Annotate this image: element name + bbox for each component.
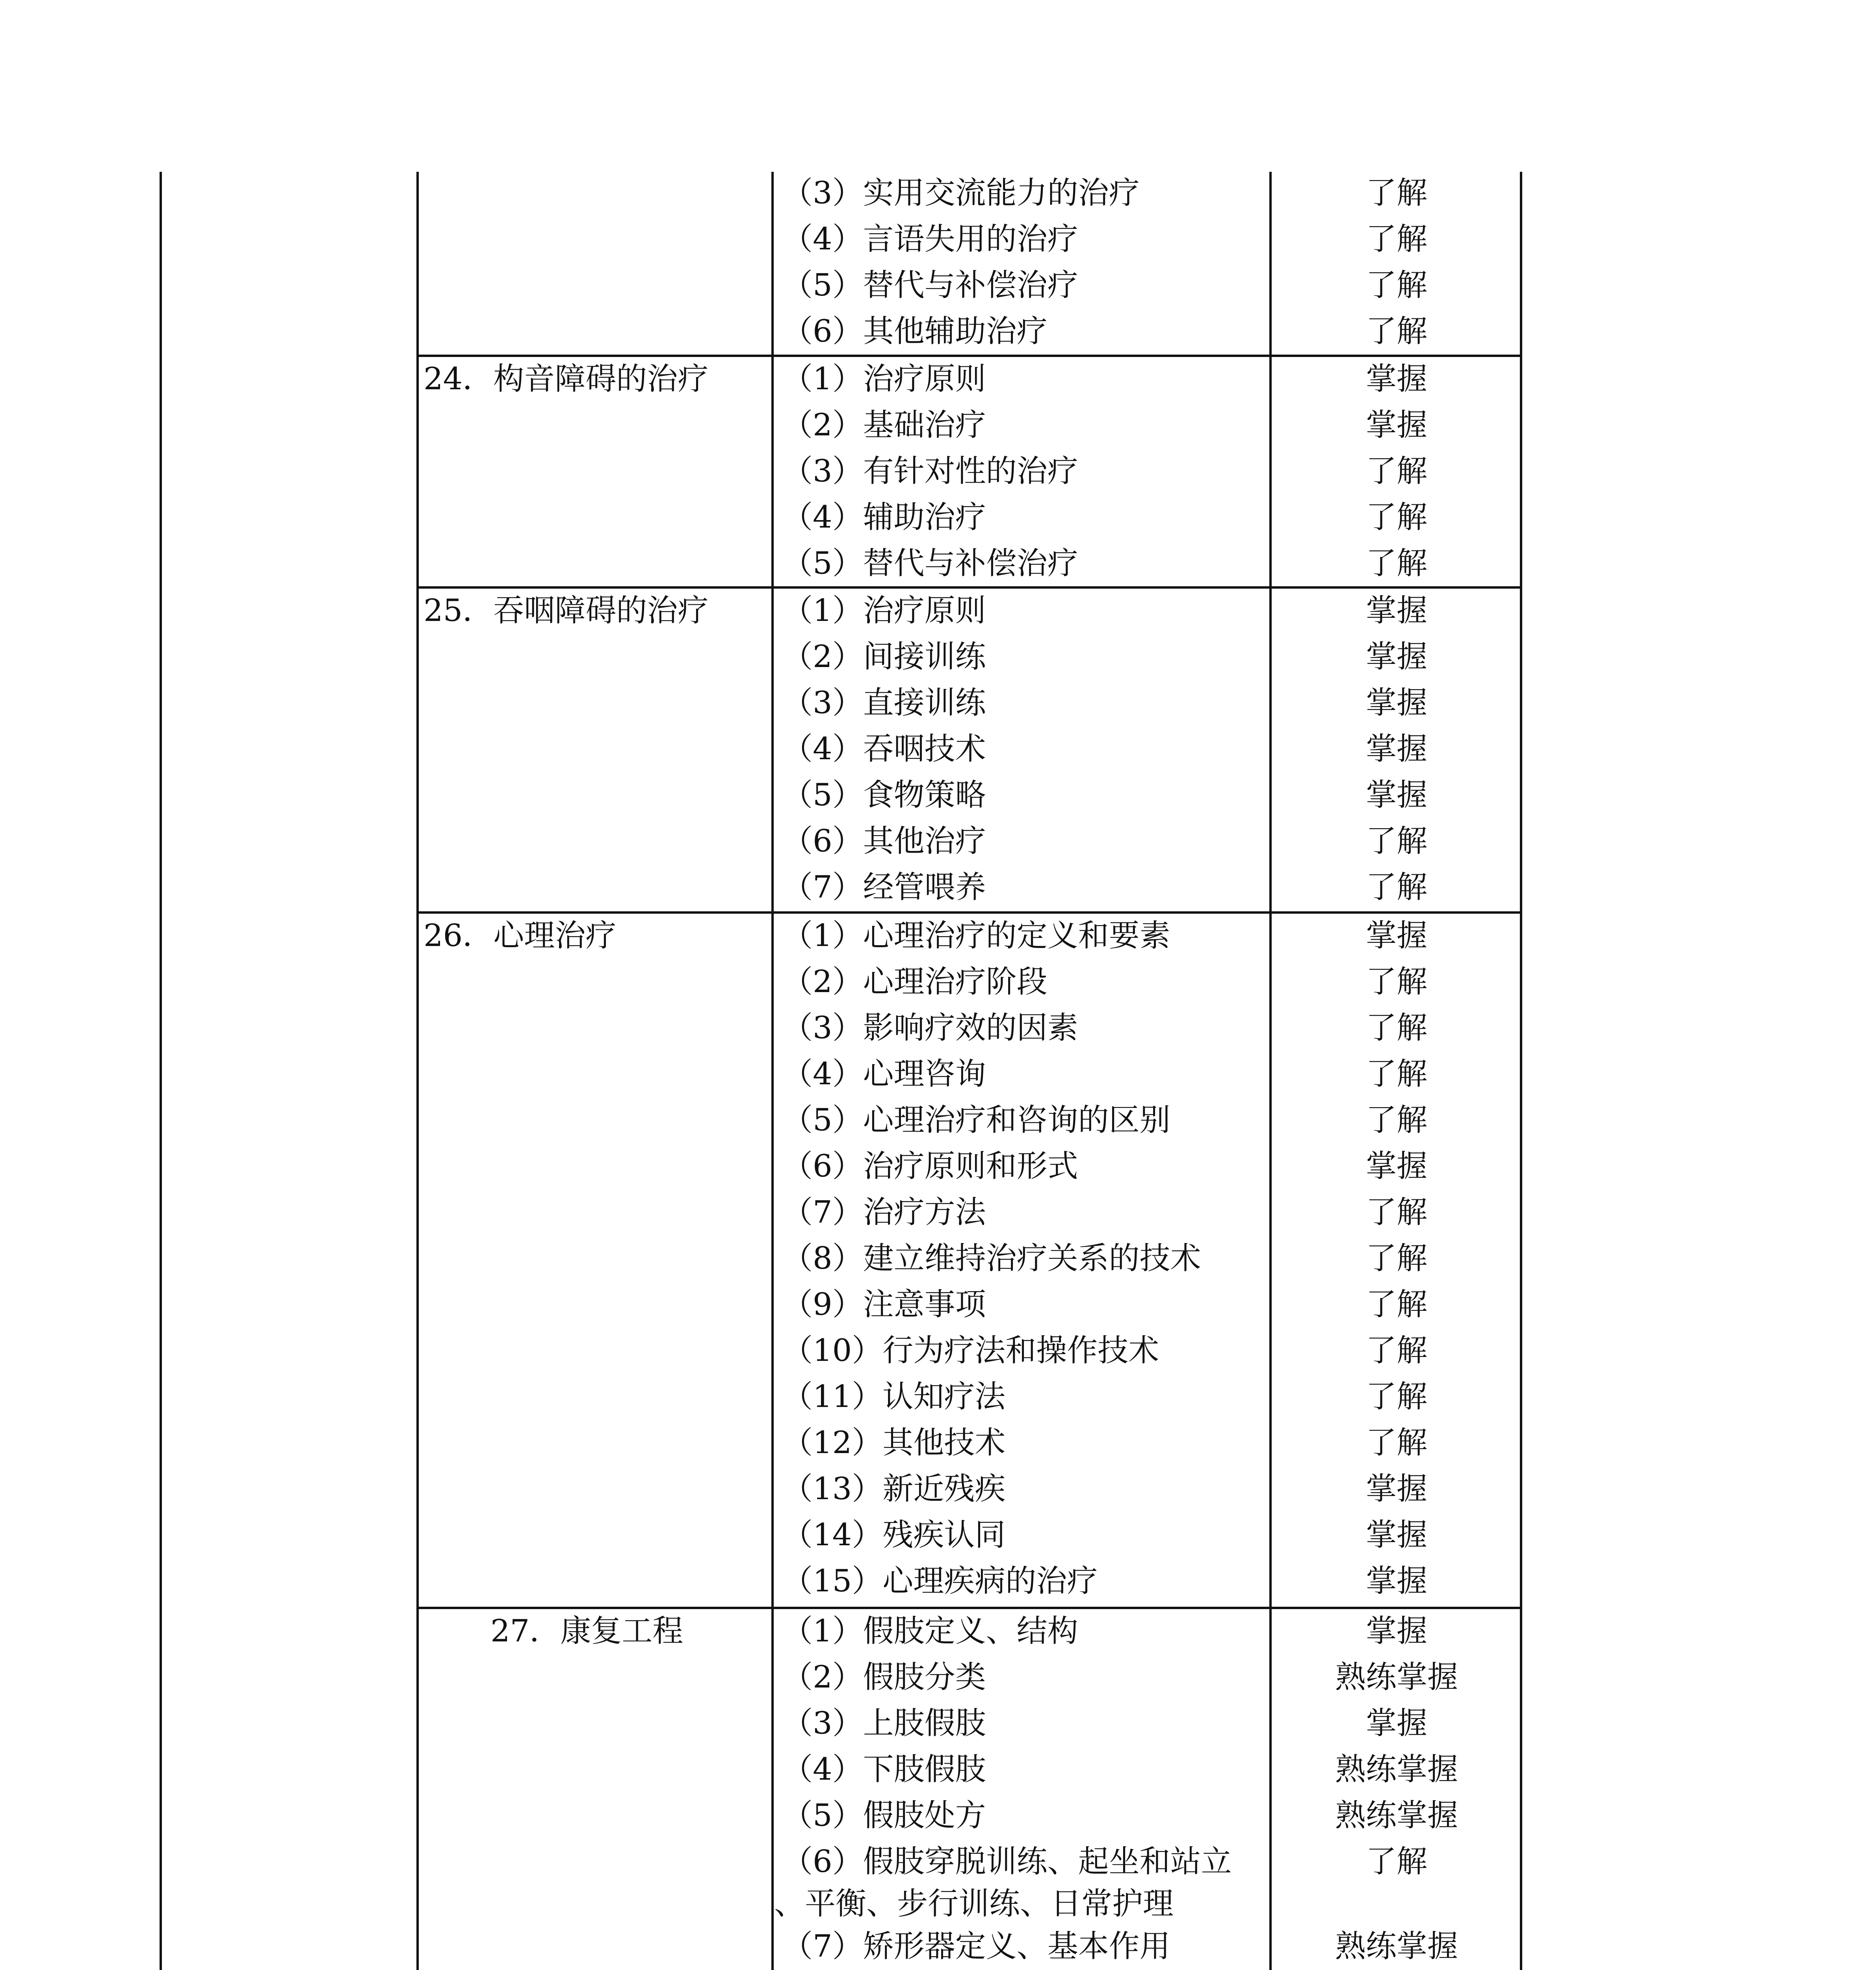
requirement-level: 掌握 [1365, 1706, 1427, 1741]
topic-item: （12）其他技术 [782, 1425, 1006, 1461]
topic-item: （2）假肢分类 [782, 1660, 986, 1695]
requirement-level: 了解 [1365, 314, 1427, 349]
topic-item: （3）有针对性的治疗 [782, 453, 1078, 489]
topic-item: （9）注意事项 [782, 1287, 986, 1322]
requirement-level: 了解 [1365, 221, 1427, 257]
requirement-level: 掌握 [1365, 593, 1427, 628]
requirement-level: 熟练掌握 [1335, 1929, 1458, 1964]
topic-item: （6）其他辅助治疗 [782, 314, 1048, 349]
table-divider-col-3 [1269, 172, 1272, 1970]
requirement-level: 掌握 [1365, 361, 1427, 397]
table-border-right [1520, 172, 1522, 1970]
topic-item: （2）基础治疗 [782, 407, 986, 443]
topic-item: （8）建立维持治疗关系的技术 [782, 1241, 1201, 1276]
row-separator [416, 586, 1522, 589]
topic-item: （4）吞咽技术 [782, 731, 986, 767]
section-title: 26．心理治疗 [423, 918, 617, 953]
topic-item: （4）心理咨询 [782, 1056, 986, 1092]
topic-item: （7）经管喂养 [782, 870, 986, 905]
topic-item: （6）其他治疗 [782, 823, 986, 859]
requirement-level: 了解 [1365, 1195, 1427, 1230]
requirement-level: 熟练掌握 [1335, 1660, 1458, 1695]
row-separator [416, 911, 1522, 914]
requirement-level: 了解 [1365, 268, 1427, 303]
requirement-level: 了解 [1365, 1425, 1427, 1461]
section-title: 25．吞咽障碍的治疗 [423, 593, 709, 628]
topic-item: （1）假肢定义、结构 [782, 1613, 1078, 1649]
topic-item: （14）残疾认同 [782, 1517, 1006, 1553]
requirement-level: 了解 [1365, 1287, 1427, 1322]
row-separator [416, 355, 1522, 357]
topic-item: （5）替代与补偿治疗 [782, 268, 1078, 303]
table-border-left [160, 172, 162, 1970]
topic-item: （7）治疗方法 [782, 1195, 986, 1230]
topic-item: （5）食物策略 [782, 777, 986, 813]
section-title: 27．康复工程 [490, 1613, 684, 1649]
requirement-level: 掌握 [1365, 1563, 1427, 1599]
row-separator [416, 1607, 1522, 1609]
topic-item-continuation: 、平衡、步行训练、日常护理 [774, 1886, 1174, 1922]
topic-item: （4）下肢假肢 [782, 1752, 986, 1787]
topic-item: （15）心理疾病的治疗 [782, 1563, 1098, 1599]
requirement-level: 掌握 [1365, 1149, 1427, 1184]
requirement-level: 掌握 [1365, 1517, 1427, 1553]
topic-item: （2）间接训练 [782, 639, 986, 675]
topic-item: （3）上肢假肢 [782, 1706, 986, 1741]
topic-item: （4）辅助治疗 [782, 500, 986, 535]
topic-item: （4）言语失用的治疗 [782, 221, 1078, 257]
requirement-level: 掌握 [1365, 639, 1427, 675]
topic-item: （1）心理治疗的定义和要素 [782, 918, 1170, 953]
topic-item: （6）假肢穿脱训练、起坐和站立 [782, 1844, 1232, 1879]
requirement-level: 了解 [1365, 175, 1427, 211]
requirement-level: 掌握 [1365, 685, 1427, 721]
topic-item: （5）假肢处方 [782, 1798, 986, 1833]
requirement-level: 了解 [1365, 1241, 1427, 1276]
requirement-level: 掌握 [1365, 1471, 1427, 1507]
table-divider-col-2 [771, 172, 774, 1970]
topic-item: （10）行为疗法和操作技术 [782, 1333, 1159, 1368]
requirement-level: 了解 [1365, 964, 1427, 1000]
topic-item: （7）矫形器定义、基本作用 [782, 1929, 1170, 1964]
requirement-level: 了解 [1365, 1844, 1427, 1879]
topic-item: （2）心理治疗阶段 [782, 964, 1048, 1000]
requirement-level: 熟练掌握 [1335, 1798, 1458, 1833]
topic-item: （6）治疗原则和形式 [782, 1149, 1078, 1184]
requirement-level: 了解 [1365, 1333, 1427, 1368]
topic-item: （13）新近残疾 [782, 1471, 1006, 1507]
topic-item: （5）替代与补偿治疗 [782, 546, 1078, 581]
topic-item: （1）治疗原则 [782, 593, 986, 628]
requirement-level: 掌握 [1365, 731, 1427, 767]
topic-item: （1）治疗原则 [782, 361, 986, 397]
requirement-level: 掌握 [1365, 777, 1427, 813]
topic-item: （3）影响疗效的因素 [782, 1010, 1078, 1046]
requirement-level: 了解 [1365, 1056, 1427, 1092]
requirement-level: 掌握 [1365, 1613, 1427, 1649]
topic-item: （5）心理治疗和咨询的区别 [782, 1102, 1170, 1138]
requirement-level: 熟练掌握 [1335, 1752, 1458, 1787]
topic-item: （3）直接训练 [782, 685, 986, 721]
requirement-level: 了解 [1365, 870, 1427, 905]
requirement-level: 了解 [1365, 500, 1427, 535]
requirement-level: 掌握 [1365, 407, 1427, 443]
requirement-level: 掌握 [1365, 918, 1427, 953]
requirement-level: 了解 [1365, 1379, 1427, 1414]
requirement-level: 了解 [1365, 1010, 1427, 1046]
section-title: 24．构音障碍的治疗 [423, 361, 709, 397]
table-divider-col-1 [416, 172, 419, 1970]
requirement-level: 了解 [1365, 453, 1427, 489]
topic-item: （3）实用交流能力的治疗 [782, 175, 1140, 211]
requirement-level: 了解 [1365, 823, 1427, 859]
requirement-level: 了解 [1365, 546, 1427, 581]
topic-item: （11）认知疗法 [782, 1379, 1006, 1414]
requirement-level: 了解 [1365, 1102, 1427, 1138]
